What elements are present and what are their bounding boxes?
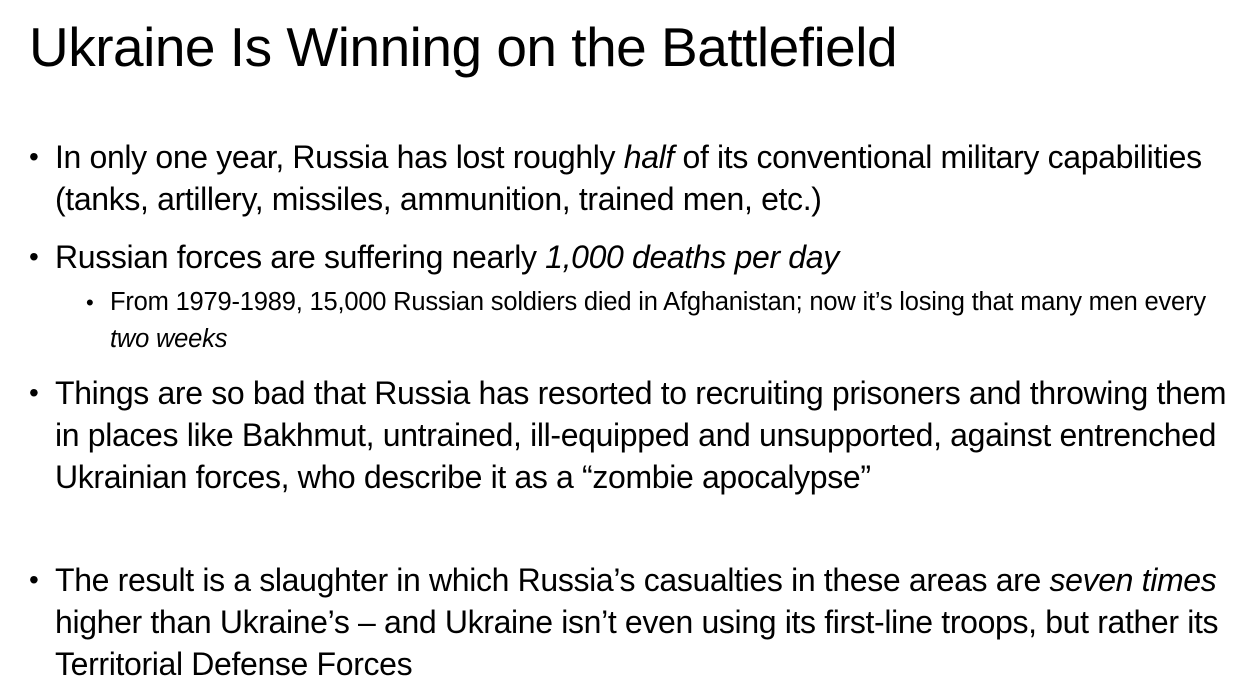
bullet-1-text-part-1: In only one year, Russia has lost roughly xyxy=(55,139,624,175)
bullet-4-text-part-2: higher than Ukraine’s – and Ukraine isn’t even using its first-line troops, but rather its Territorial Defense Forces xyxy=(55,604,1219,682)
bullet-item-4 xyxy=(29,559,1235,685)
bullet-icon: • xyxy=(29,377,39,408)
bullet-2-emphasis: 1,000 deaths per day xyxy=(545,239,839,275)
bullet-item-2 xyxy=(29,236,1235,278)
bullet-item-3 xyxy=(29,372,1235,498)
bullet-4-emphasis: seven times xyxy=(1049,562,1217,598)
sub-bullet-icon: • xyxy=(86,290,94,315)
bullet-2-text-part-1: Russian forces are suffering nearly xyxy=(55,239,546,275)
slide-title: Ukraine Is Winning on the Battlefield xyxy=(29,16,898,78)
sub-bullet-item-1 xyxy=(86,284,1220,358)
bullet-1-text-part-2: of its conventional military capabilities (tanks, artillery, missiles, ammunition, trained men, etc.) xyxy=(55,139,1202,217)
bullet-1-emphasis: half xyxy=(623,139,674,175)
bullet-4-text-part-1: The result is a slaughter in which Russia’s casualties in these areas are xyxy=(55,562,1050,598)
bullet-item-1 xyxy=(29,136,1235,220)
sub-bullet-1-text: From 1979-1989, 15,000 Russian soldiers died in Afghanistan; now it’s losing that many men every xyxy=(110,288,1206,316)
bullet-icon: • xyxy=(29,564,39,595)
bullet-3-text: Things are so bad that Russia has resorted to recruiting prisoners and throwing them in places like Bakhmut, untrained, ill-equipped and unsupported, against entrenched Ukrainian forces, who describe it as a “zombie apocalypse” xyxy=(55,375,1227,495)
bullet-icon: • xyxy=(29,241,39,272)
sub-bullet-1-emphasis: two weeks xyxy=(110,325,228,353)
bullet-icon: • xyxy=(29,141,39,172)
